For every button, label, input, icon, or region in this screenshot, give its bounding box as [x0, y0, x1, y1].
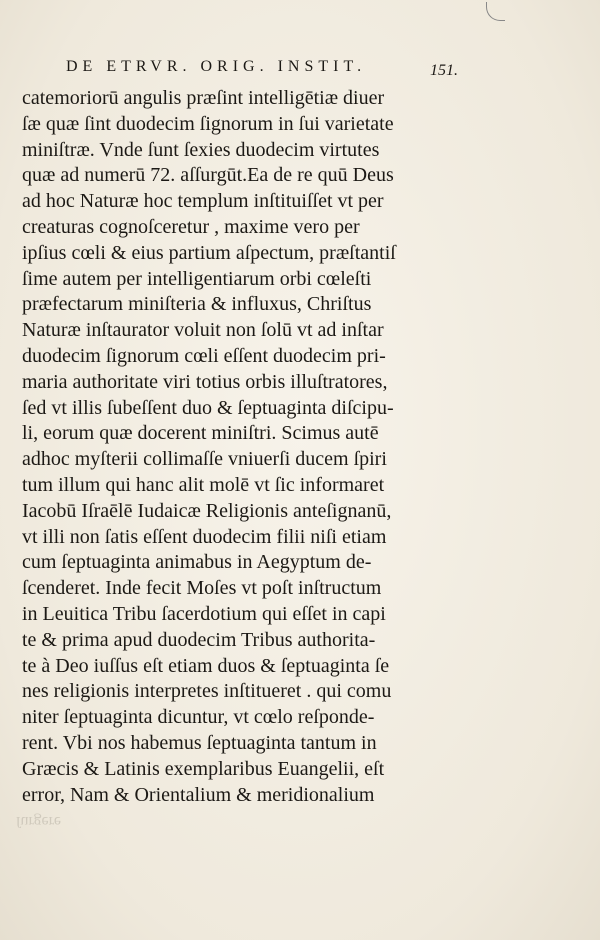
text-line: te & prima apud duodecim Tribus authorita-	[22, 628, 376, 651]
text-line: te à Deo iuſſus eſt etiam duos & ſeptuaginta ſe	[22, 654, 390, 677]
text-line: ad hoc Naturæ hoc templum inſtituiſſet vt per	[22, 190, 384, 213]
text-line: li, eorum quæ docerent miniſtri. Scimus autē	[22, 422, 379, 445]
text-line: niter ſeptuaginta dicuntur, vt cœlo reſponde-	[22, 706, 375, 729]
body-text	[22, 86, 452, 808]
text-line: miniſtræ. Vnde ſunt ſexies duodecim virtutes	[22, 138, 380, 161]
text-line: ſæ quæ ſint duodecim ſignorum in ſui varietate	[22, 112, 394, 135]
text-line: cum ſeptuaginta animabus in Aegyptum de-	[22, 551, 372, 574]
text-line: error, Nam & Orientalium & meridionalium	[22, 783, 375, 806]
running-title: DE ETRVR. ORIG. INSTIT.	[66, 58, 367, 75]
text-line: præfectarum miniſteria & influxus, Chriſtus	[22, 293, 372, 316]
page-number: 151.	[430, 62, 458, 79]
text-line: tum illum qui hanc alit molē vt ſic informaret	[22, 473, 385, 496]
text-line: ſed vt illis ſubeſſent duo & ſeptuaginta diſcipu-	[22, 396, 394, 419]
text-line: ipſius cœli & eius partium aſpectum, præſtantiſ	[22, 241, 396, 264]
text-line: Iacobū Iſraēlē Iudaicæ Religionis anteſignanū,	[22, 499, 392, 522]
corner-mark	[486, 2, 505, 21]
text-line: creaturas cognoſceretur , maxime vero per	[22, 215, 360, 238]
text-line: quæ ad numerū 72. aſſurgūt.Ea de re quū Deus	[22, 164, 394, 187]
text-line: adhoc myſterii collimaſſe vniuerſi ducem ſpiri	[22, 448, 387, 471]
text-line: Græcis & Latinis exemplaribus Euangelii, eſt	[22, 757, 385, 780]
text-line: rent. Vbi nos habemus ſeptuaginta tantum in	[22, 731, 377, 754]
text-line: in Leuitica Tribu ſacerdotium qui eſſet in capi	[22, 602, 386, 625]
bleed-through-text: ſurgere	[16, 813, 62, 830]
text-line: catemoriorū angulis præſint intelligētiæ diuer	[22, 87, 385, 109]
text-line: nes religionis interpretes inſtitueret . qui comu	[22, 680, 392, 703]
text-line: Naturæ inſtaurator voluit non ſolū vt ad inſtar	[22, 319, 384, 342]
text-line: vt illi non ſatis eſſent duodecim filii niſi etiam	[22, 525, 387, 548]
text-line: duodecim ſignorum cœli eſſent duodecim pri-	[22, 344, 386, 367]
text-line: ſime autem per intelligentiarum orbi cœleſti	[22, 267, 372, 290]
text-line: maria authoritate viri totius orbis illuſtratores,	[22, 370, 388, 393]
text-line: ſcenderet. Inde fecit Moſes vt poſt inſtructum	[22, 577, 382, 600]
